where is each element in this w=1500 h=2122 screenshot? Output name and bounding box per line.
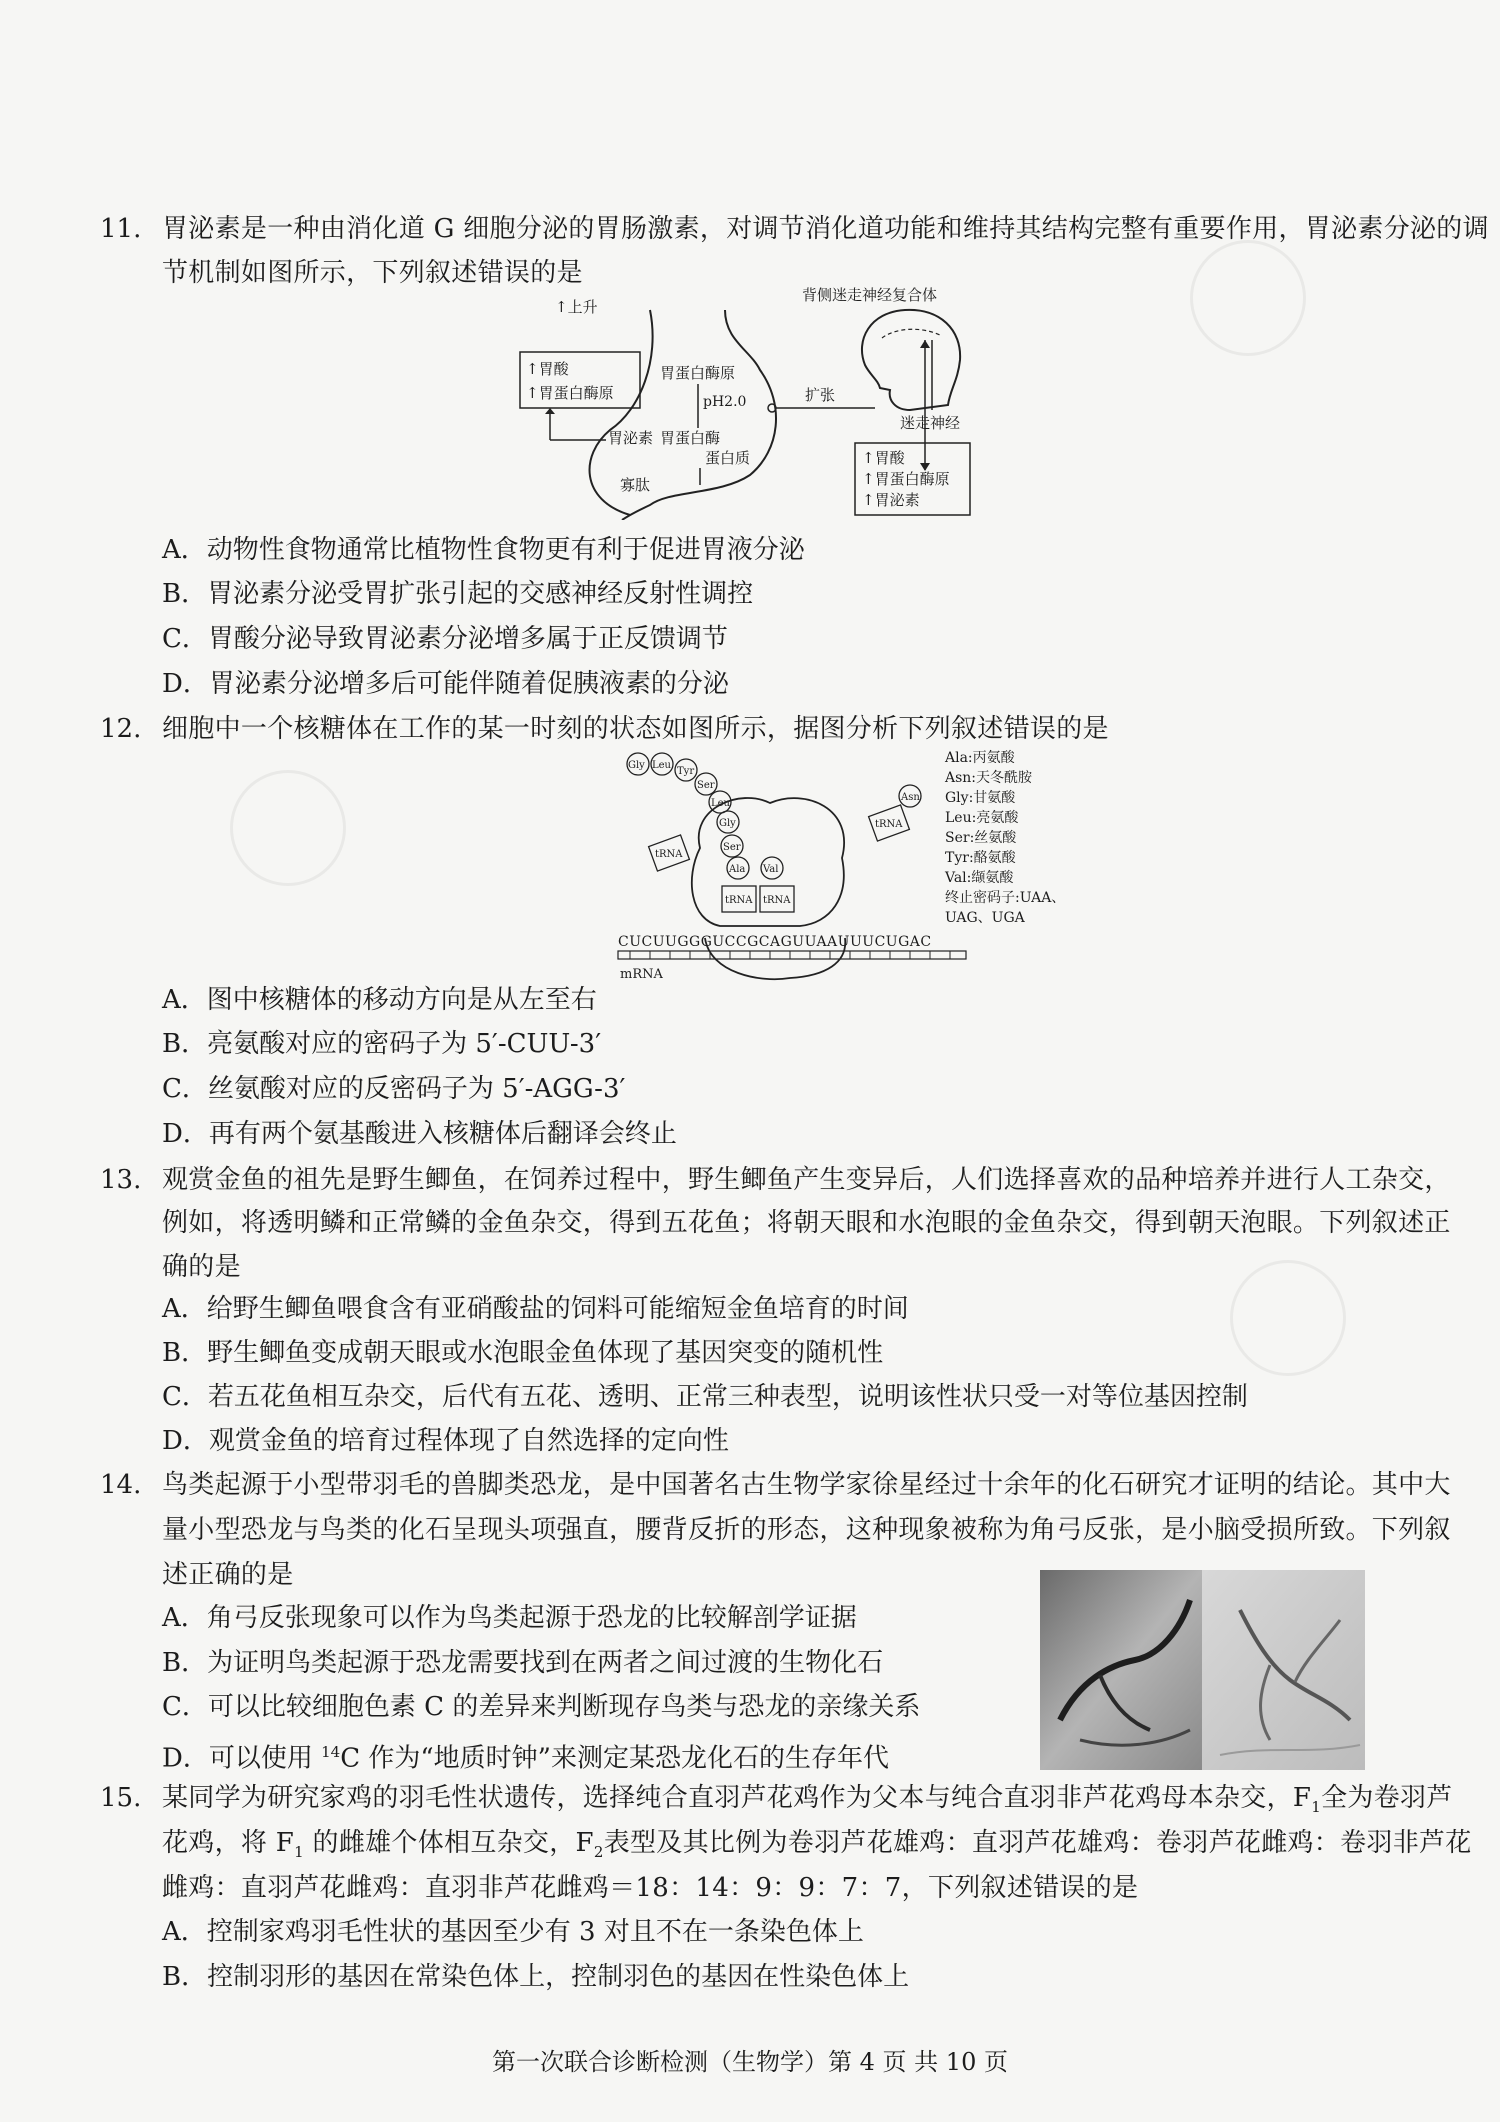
ala-site: Ala — [729, 864, 746, 875]
legend-tyr: Tyr:酪氨酸 — [945, 850, 1016, 866]
vagus-label: 迷走神经 — [900, 414, 961, 432]
question-stem-line: 量小型恐龙与鸟类的化石呈现头项强直，腰背反折的形态，这种现象被称为角弓反张，是小脑受损所致。下列叙 — [162, 1515, 1451, 1545]
pepsinogen-rise-label: ↑胃蛋白酶原 — [526, 384, 614, 402]
page-footer: 第一次联合诊断检测（生物学）第 4 页 共 10 页 — [492, 2048, 1008, 2076]
ribosome-translation-diagram — [610, 748, 1110, 988]
question-stem-line: 观赏金鱼的祖先是野生鲫鱼，在饲养过程中，野生鲫鱼产生变异后，人们选择喜欢的品种培养并进行人工杂交， — [162, 1165, 1451, 1195]
vagal-complex-label: 背侧迷走神经复合体 — [802, 286, 938, 304]
stem-text: 全为卷羽芦 — [1321, 1783, 1453, 1813]
question-stem-line: 细胞中一个核糖体在工作的某一时刻的状态如图所示，据图分析下列叙述错误的是 — [162, 714, 1109, 744]
chain-leu: Leu — [652, 760, 671, 771]
mrna-sequence: CUCUUGGGUCCGCAGUUAAUUUCUGAC — [618, 934, 932, 950]
expansion-label: 扩张 — [805, 386, 836, 404]
question-number: 11. — [100, 214, 142, 244]
chain-leu-2: Leu — [711, 798, 730, 809]
option-c: C．可以比较细胞色素 C 的差异来判断现存鸟类与恐龙的亲缘关系 — [162, 1692, 921, 1722]
option-d: D．胃泌素分泌增多后可能伴随着促胰液素的分泌 — [162, 669, 729, 699]
trna-p-site: tRNA — [725, 895, 753, 906]
option-b: B．为证明鸟类起源于恐龙需要找到在两者之间过渡的生物化石 — [162, 1648, 884, 1678]
output-acid-label: ↑胃酸 — [862, 449, 905, 467]
question-stem-line: 例如，将透明鳞和正常鳞的金鱼杂交，得到五花鱼；将朝天眼和水泡眼的金鱼杂交，得到朝天泡眼。下列叙述正 — [162, 1208, 1451, 1238]
option-a: A．控制家鸡羽毛性状的基因至少有 3 对且不在一条染色体上 — [162, 1917, 864, 1947]
option-b: B．胃泌素分泌受胃扩张引起的交感神经反射性调控 — [162, 579, 754, 609]
generation-subscript: 1 — [1311, 1798, 1322, 1817]
option-d: D．再有两个氨基酸进入核糖体后翻译会终止 — [162, 1119, 677, 1149]
option-a: A．角弓反张现象可以作为鸟类起源于恐龙的比较解剖学证据 — [162, 1603, 857, 1633]
isotope-superscript: 14 — [321, 1743, 341, 1761]
question-number: 12. — [100, 714, 142, 744]
legend-stop-codons: 终止密码子:UAA、 — [945, 890, 1066, 906]
stem-text: 的雌雄个体相互杂交，F — [303, 1828, 594, 1858]
option-a: A．动物性食物通常比植物性食物更有利于促进胃液分泌 — [162, 535, 805, 565]
free-trna-left: tRNA — [655, 849, 683, 860]
watermark-logo — [1190, 240, 1306, 356]
legend-val: Val:缬氨酸 — [945, 870, 1014, 886]
free-trna-right: tRNA — [875, 819, 903, 830]
question-stem-line: 胃泌素是一种由消化道 G 细胞分泌的胃肠激素，对调节消化道功能和维持其结构完整有重要作用，胃泌素分泌的调 — [162, 214, 1489, 244]
generation-subscript: 2 — [593, 1843, 604, 1862]
option-d-prefix: D．可以使用 — [162, 1743, 322, 1774]
legend-leu: Leu:亮氨酸 — [945, 810, 1019, 826]
stem-text: 花鸡，将 F — [162, 1828, 295, 1858]
stem-text: 某同学为研究家鸡的羽毛性状遗传，选择纯合直羽芦花鸡作为父本与纯合直羽非芦花鸡母本杂交，F — [162, 1783, 1312, 1813]
fossil-photos — [1040, 1570, 1365, 1770]
stem-text: 表型及其比例为卷羽芦花雄鸡：直羽芦花雄鸡：卷羽芦花雌鸡：卷羽非芦花 — [603, 1828, 1472, 1858]
mrna-label: mRNA — [620, 967, 663, 982]
question-stem-line: 雌鸡：直羽芦花雌鸡：直羽非芦花雌鸡＝18：14：9：9：7：7，下列叙述错误的是 — [162, 1873, 1139, 1903]
rise-label: ↑上升 — [555, 298, 598, 316]
chain-gly: Gly — [628, 760, 645, 771]
option-c: C．丝氨酸对应的反密码子为 5′-AGG-3′ — [162, 1074, 626, 1104]
ser-site: Ser — [723, 842, 741, 853]
trna-a-site: tRNA — [763, 895, 791, 906]
watermark-logo — [1230, 1260, 1346, 1376]
gastrin-regulation-diagram — [510, 280, 980, 520]
pepsinogen-label: 胃蛋白酶原 — [660, 364, 736, 382]
option-b: B．野生鲫鱼变成朝天眼或水泡眼金鱼体现了基因突变的随机性 — [162, 1338, 884, 1368]
option-a: A．图中核糖体的移动方向是从左至右 — [162, 985, 597, 1015]
watermark-logo — [230, 770, 346, 886]
acid-label: ↑胃酸 — [526, 360, 569, 378]
question-number: 15. — [100, 1783, 142, 1813]
chain-gly-2: Gly — [719, 818, 736, 829]
val-site: Val — [763, 864, 779, 875]
question-number: 13. — [100, 1165, 142, 1195]
protein-label: 蛋白质 — [705, 449, 751, 467]
option-b: B．亮氨酸对应的密码子为 5′-CUU-3′ — [162, 1029, 602, 1059]
question-number: 14. — [100, 1470, 142, 1500]
pepsin-label: 胃蛋白酶 — [660, 429, 721, 447]
legend-ser: Ser:丝氨酸 — [945, 830, 1017, 846]
option-a: A．给野生鲫鱼喂食含有亚硝酸盐的饲料可能缩短金鱼培育的时间 — [162, 1294, 909, 1324]
fossil-photo-left — [1040, 1570, 1202, 1770]
option-b: B．控制羽形的基因在常染色体上，控制羽色的基因在性染色体上 — [162, 1962, 910, 1992]
option-d: D．观赏金鱼的培育过程体现了自然选择的定向性 — [162, 1426, 729, 1456]
output-gastrin-label: ↑胃泌素 — [862, 491, 920, 509]
question-stem-line: 节机制如图所示，下列叙述错误的是 — [162, 258, 583, 288]
option-c: C．胃酸分泌导致胃泌素分泌增多属于正反馈调节 — [162, 624, 728, 654]
chain-tyr: Tyr — [677, 766, 695, 777]
legend-asn: Asn:天冬酰胺 — [945, 770, 1033, 786]
legend-gly: Gly:甘氨酸 — [945, 790, 1016, 806]
option-c: C．若五花鱼相互杂交，后代有五花、透明、正常三种表型，说明该性状只受一对等位基因控制 — [162, 1382, 1248, 1412]
gastrin-label: 胃泌素 — [608, 429, 654, 447]
question-stem-line: 鸟类起源于小型带羽毛的兽脚类恐龙，是中国著名古生物学家徐星经过十余年的化石研究才证明的结论。其中大 — [162, 1470, 1451, 1500]
question-stem-line: 确的是 — [162, 1252, 241, 1282]
legend-stop-codons-2: UAG、UGA — [945, 910, 1025, 926]
peptide-label: 寡肽 — [620, 476, 651, 494]
generation-subscript: 1 — [294, 1843, 304, 1862]
fossil-photo-right — [1202, 1570, 1365, 1770]
chain-ser: Ser — [697, 780, 715, 791]
ph-label: pH2.0 — [703, 394, 747, 410]
option-d — [162, 1737, 889, 1774]
question-stem-line: 述正确的是 — [162, 1560, 294, 1590]
legend-ala: Ala:丙氨酸 — [945, 750, 1015, 766]
output-pepsinogen-label: ↑胃蛋白酶原 — [862, 470, 950, 488]
option-d-text: C 作为“地质时钟”来测定某恐龙化石的生存年代 — [340, 1743, 889, 1774]
question-stem-line — [162, 1783, 1453, 1822]
question-stem-line — [162, 1828, 1472, 1867]
asn-free: Asn — [901, 792, 920, 803]
